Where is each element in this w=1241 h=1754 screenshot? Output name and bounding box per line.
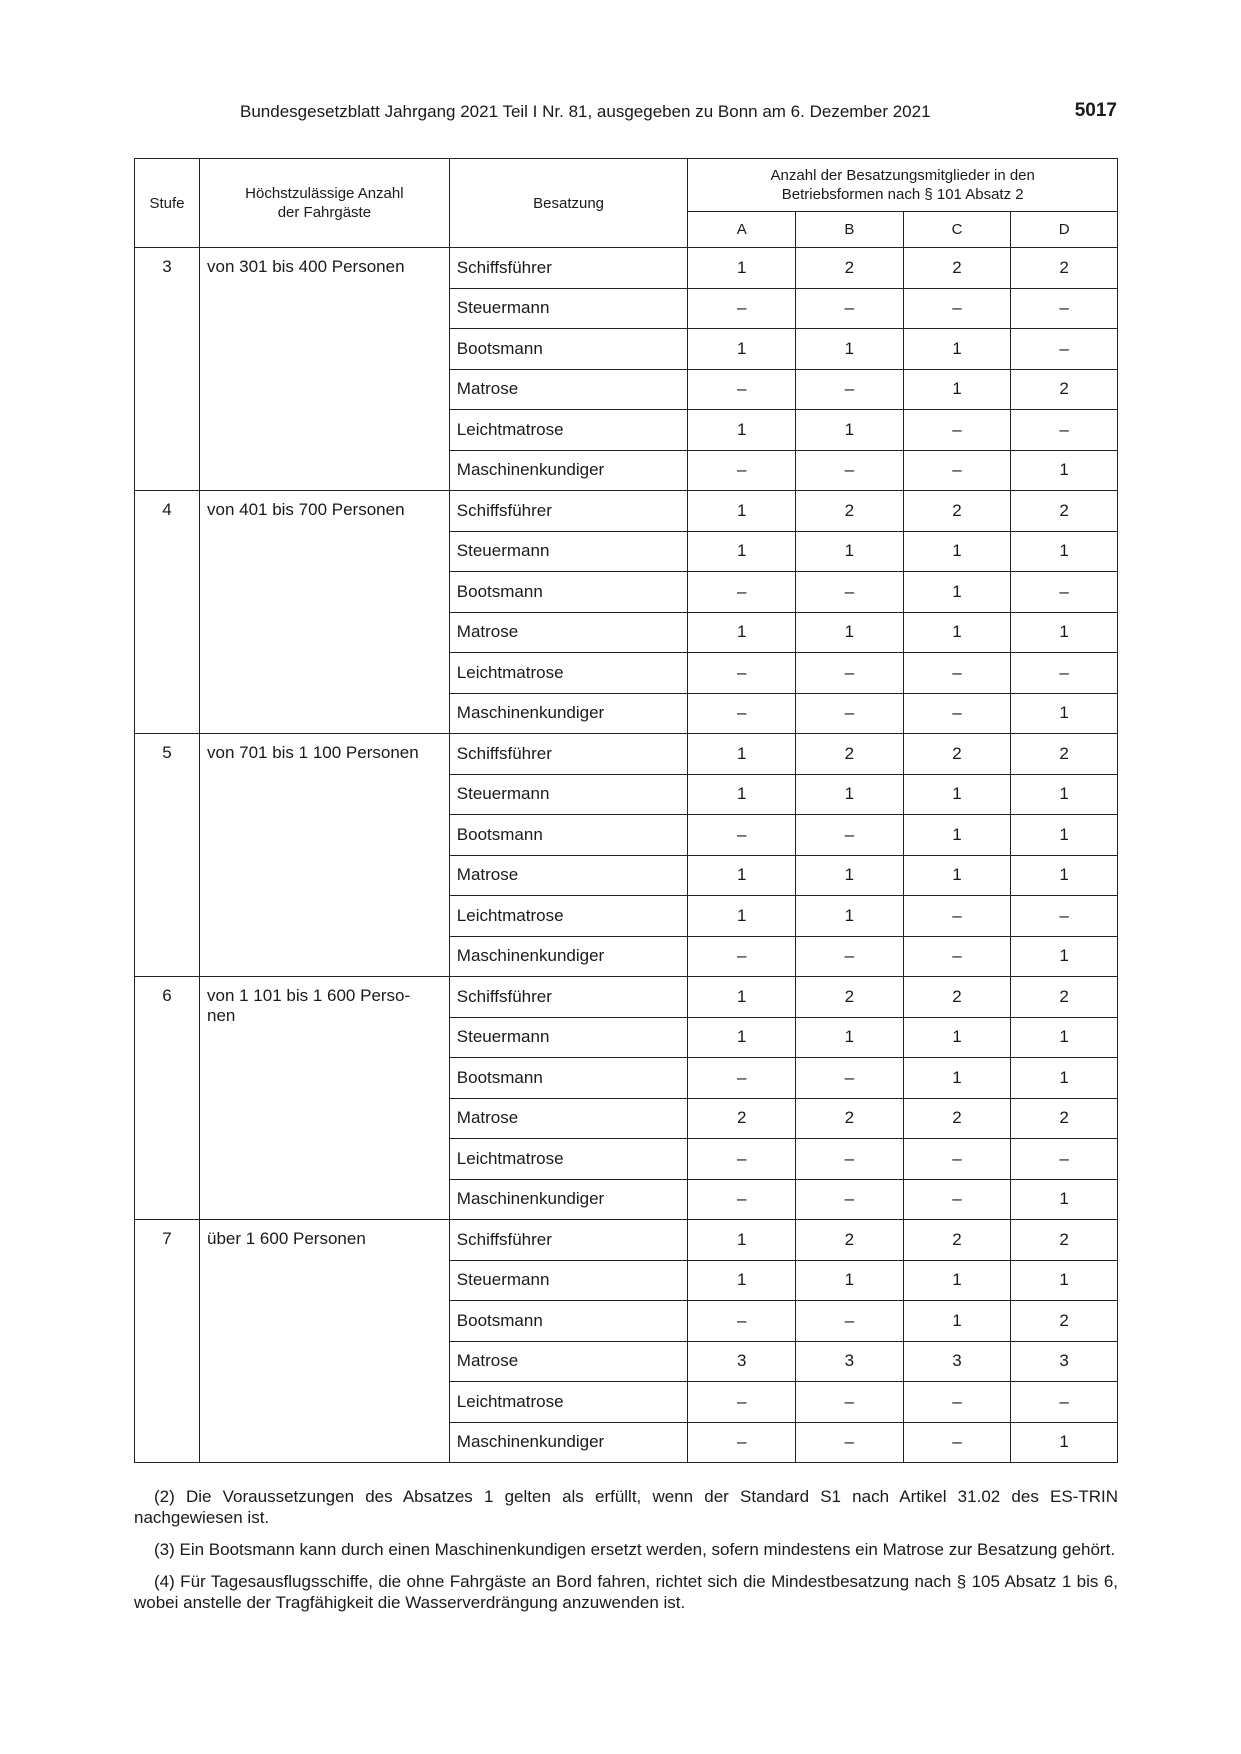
besatzung-cell: Bootsmann (449, 329, 688, 370)
besatzung-cell: Maschinenkundiger (449, 693, 688, 734)
value-cell-a: – (688, 1179, 796, 1220)
value-cell-c: – (903, 693, 1011, 734)
value-cell-a: – (688, 1382, 796, 1423)
value-cell-d: 2 (1011, 1220, 1118, 1261)
value-cell-d: 1 (1011, 1058, 1118, 1099)
stufe-cell: 3 (135, 248, 200, 491)
value-cell-c: 1 (903, 815, 1011, 856)
value-cell-b: – (796, 450, 904, 491)
value-cell-d: 1 (1011, 774, 1118, 815)
header-besatzung: Besatzung (449, 159, 688, 248)
value-cell-b: 2 (796, 1098, 904, 1139)
value-cell-d: 1 (1011, 1179, 1118, 1220)
value-cell-b: 3 (796, 1341, 904, 1382)
value-cell-b: 2 (796, 1220, 904, 1261)
value-cell-d: – (1011, 1382, 1118, 1423)
value-cell-c: – (903, 1422, 1011, 1463)
value-cell-b: – (796, 288, 904, 329)
besatzung-cell: Leichtmatrose (449, 896, 688, 937)
note-paragraph-2: (2) Die Voraussetzungen des Absatzes 1 gelten als erfüllt, wenn der Standard S1 nach Artikel 31.02 des ES-TRIN nachgewiesen ist. (134, 1487, 1118, 1527)
value-cell-d: – (1011, 410, 1118, 451)
besatzung-cell: Leichtmatrose (449, 1382, 688, 1423)
value-cell-b: 1 (796, 329, 904, 370)
value-cell-b: – (796, 1422, 904, 1463)
value-cell-a: – (688, 1139, 796, 1180)
value-cell-b: – (796, 693, 904, 734)
table-body (135, 248, 1118, 1463)
value-cell-a: 1 (688, 1220, 796, 1261)
value-cell-a: – (688, 653, 796, 694)
value-cell-d: 1 (1011, 450, 1118, 491)
besatzung-cell: Matrose (449, 1341, 688, 1382)
value-cell-b: 2 (796, 248, 904, 289)
besatzung-cell: Matrose (449, 1098, 688, 1139)
value-cell-a: 1 (688, 1017, 796, 1058)
header-col-d: D (1011, 212, 1118, 248)
value-cell-c: – (903, 896, 1011, 937)
value-cell-b: – (796, 815, 904, 856)
value-cell-a: – (688, 450, 796, 491)
note-paragraph-3: (3) Ein Bootsmann kann durch einen Maschinenkundigen ersetzt werden, sofern mindestens ein Matrose zur Besatzung gehört. (154, 1540, 1116, 1559)
value-cell-c: – (903, 450, 1011, 491)
value-cell-c: – (903, 288, 1011, 329)
page-header (134, 100, 1117, 126)
value-cell-c: 2 (903, 248, 1011, 289)
besatzung-cell: Steuermann (449, 1017, 688, 1058)
value-cell-a: – (688, 1301, 796, 1342)
stufe-cell: 5 (135, 734, 200, 977)
value-cell-c: 1 (903, 572, 1011, 613)
header-col-a: A (688, 212, 796, 248)
value-cell-d: 2 (1011, 977, 1118, 1018)
value-cell-c: 1 (903, 612, 1011, 653)
value-cell-a: 1 (688, 410, 796, 451)
value-cell-d: 1 (1011, 1422, 1118, 1463)
value-cell-c: 2 (903, 491, 1011, 532)
besatzung-cell: Schiffsführer (449, 248, 688, 289)
besatzung-cell: Steuermann (449, 774, 688, 815)
value-cell-a: – (688, 288, 796, 329)
besatzung-cell: Matrose (449, 612, 688, 653)
value-cell-b: 1 (796, 410, 904, 451)
besatzung-cell: Bootsmann (449, 815, 688, 856)
value-cell-b: 1 (796, 612, 904, 653)
fahrgaeste-cell: von 401 bis 700 Personen (199, 491, 449, 734)
value-cell-c: – (903, 1139, 1011, 1180)
fahrgaeste-cell: über 1 600 Personen (199, 1220, 449, 1463)
table-row (135, 977, 1118, 1018)
header-fahrgaeste (199, 159, 449, 248)
besatzung-cell: Schiffsführer (449, 491, 688, 532)
table-row (135, 734, 1118, 775)
value-cell-c: 1 (903, 774, 1011, 815)
value-cell-a: 1 (688, 855, 796, 896)
value-cell-c: 2 (903, 1220, 1011, 1261)
besatzung-cell: Steuermann (449, 288, 688, 329)
header-betriebsformen (688, 159, 1118, 212)
besatzung-cell: Matrose (449, 855, 688, 896)
value-cell-a: 1 (688, 1260, 796, 1301)
besatzung-cell: Leichtmatrose (449, 410, 688, 451)
value-cell-b: – (796, 572, 904, 613)
value-cell-d: 1 (1011, 936, 1118, 977)
value-cell-a: 1 (688, 491, 796, 532)
value-cell-b: 1 (796, 1260, 904, 1301)
value-cell-b: – (796, 1382, 904, 1423)
value-cell-d: 1 (1011, 815, 1118, 856)
besatzung-cell: Schiffsführer (449, 734, 688, 775)
besatzung-cell: Schiffsführer (449, 977, 688, 1018)
value-cell-a: 1 (688, 531, 796, 572)
header-stufe: Stufe (135, 159, 200, 248)
value-cell-c: 1 (903, 1058, 1011, 1099)
value-cell-b: 1 (796, 1017, 904, 1058)
value-cell-b: – (796, 936, 904, 977)
value-cell-d: 1 (1011, 1017, 1118, 1058)
value-cell-b: 1 (796, 531, 904, 572)
value-cell-d: – (1011, 329, 1118, 370)
value-cell-d: – (1011, 572, 1118, 613)
besatzung-cell: Maschinenkundiger (449, 1179, 688, 1220)
value-cell-b: 2 (796, 734, 904, 775)
besatzung-cell: Bootsmann (449, 1058, 688, 1099)
value-cell-c: 1 (903, 329, 1011, 370)
besatzung-cell: Maschinenkundiger (449, 450, 688, 491)
value-cell-a: 1 (688, 248, 796, 289)
value-cell-c: 2 (903, 1098, 1011, 1139)
value-cell-c: – (903, 1382, 1011, 1423)
value-cell-a: – (688, 1058, 796, 1099)
value-cell-a: – (688, 1422, 796, 1463)
besatzung-cell: Leichtmatrose (449, 1139, 688, 1180)
header-betriebsformen-line1: Anzahl der Besatzungsmitglieder in den (770, 167, 1035, 184)
value-cell-d: 1 (1011, 531, 1118, 572)
fahrgaeste-cell: von 1 101 bis 1 600 Perso- nen (199, 977, 449, 1220)
value-cell-d: – (1011, 288, 1118, 329)
value-cell-a: – (688, 815, 796, 856)
besatzung-cell: Leichtmatrose (449, 653, 688, 694)
notes (134, 1486, 1118, 1624)
value-cell-a: 1 (688, 612, 796, 653)
value-cell-d: 2 (1011, 491, 1118, 532)
value-cell-a: – (688, 936, 796, 977)
value-cell-b: – (796, 1058, 904, 1099)
value-cell-b: – (796, 1139, 904, 1180)
value-cell-a: 1 (688, 734, 796, 775)
value-cell-a: 1 (688, 329, 796, 370)
value-cell-d: 2 (1011, 734, 1118, 775)
stufe-cell: 6 (135, 977, 200, 1220)
value-cell-d: – (1011, 653, 1118, 694)
value-cell-d: 1 (1011, 1260, 1118, 1301)
value-cell-b: 1 (796, 774, 904, 815)
besatzung-cell: Maschinenkundiger (449, 936, 688, 977)
fahrgaeste-cell: von 301 bis 400 Personen (199, 248, 449, 491)
value-cell-b: 2 (796, 977, 904, 1018)
table-row (135, 1220, 1118, 1261)
value-cell-c: 1 (903, 1260, 1011, 1301)
value-cell-b: 1 (796, 896, 904, 937)
value-cell-c: 1 (903, 531, 1011, 572)
value-cell-a: 3 (688, 1341, 796, 1382)
value-cell-b: 2 (796, 491, 904, 532)
value-cell-d: – (1011, 896, 1118, 937)
value-cell-a: – (688, 369, 796, 410)
besatzung-cell: Matrose (449, 369, 688, 410)
value-cell-c: 1 (903, 1301, 1011, 1342)
value-cell-d: 2 (1011, 1098, 1118, 1139)
page-number: 5017 (1074, 100, 1117, 121)
value-cell-a: 1 (688, 896, 796, 937)
value-cell-a: – (688, 693, 796, 734)
value-cell-c: – (903, 936, 1011, 977)
value-cell-b: – (796, 1179, 904, 1220)
value-cell-b: – (796, 369, 904, 410)
value-cell-a: – (688, 572, 796, 613)
value-cell-c: 2 (903, 977, 1011, 1018)
table-row (135, 248, 1118, 289)
besatzung-cell: Bootsmann (449, 572, 688, 613)
value-cell-a: 1 (688, 774, 796, 815)
besatzung-cell: Schiffsführer (449, 1220, 688, 1261)
table-row (135, 491, 1118, 532)
note-paragraph-4: (4) Für Tagesausflugsschiffe, die ohne Fahrgäste an Bord fahren, richtet sich die Mindestbesatzung nach § 105 Absatz 1 bis 6, wobei anstelle der Tragfähigkeit die Wasserverdrängung anzuwenden ist. (134, 1572, 1118, 1612)
value-cell-d: 2 (1011, 248, 1118, 289)
value-cell-c: 1 (903, 855, 1011, 896)
value-cell-c: 3 (903, 1341, 1011, 1382)
header-fahrgaeste-line2: der Fahrgäste (277, 204, 372, 221)
value-cell-a: 1 (688, 977, 796, 1018)
stufe-cell: 7 (135, 1220, 200, 1463)
header-betriebsformen-line2: Betriebsformen nach § 101 Absatz 2 (781, 186, 1024, 203)
value-cell-d: – (1011, 1139, 1118, 1180)
value-cell-c: 1 (903, 369, 1011, 410)
header-fahrgaeste-line1: Höchstzulässige Anzahl (245, 185, 404, 202)
header-col-b: B (796, 212, 904, 248)
value-cell-c: 1 (903, 1017, 1011, 1058)
value-cell-c: 2 (903, 734, 1011, 775)
header-text: Bundesgesetzblatt Jahrgang 2021 Teil I Nr. 81, ausgegeben zu Bonn am 6. Dezember 2021 (240, 102, 931, 121)
value-cell-a: 2 (688, 1098, 796, 1139)
value-cell-d: 1 (1011, 855, 1118, 896)
besatzung-cell: Bootsmann (449, 1301, 688, 1342)
value-cell-d: 3 (1011, 1341, 1118, 1382)
value-cell-b: 1 (796, 855, 904, 896)
stufe-cell: 4 (135, 491, 200, 734)
table-head (135, 159, 1118, 248)
besatzung-cell: Steuermann (449, 531, 688, 572)
besatzung-cell: Steuermann (449, 1260, 688, 1301)
header-col-c: C (903, 212, 1011, 248)
value-cell-d: 1 (1011, 693, 1118, 734)
value-cell-d: 2 (1011, 1301, 1118, 1342)
crew-table (134, 158, 1118, 1463)
value-cell-d: 1 (1011, 612, 1118, 653)
value-cell-d: 2 (1011, 369, 1118, 410)
value-cell-c: – (903, 1179, 1011, 1220)
fahrgaeste-cell: von 701 bis 1 100 Personen (199, 734, 449, 977)
value-cell-c: – (903, 653, 1011, 694)
value-cell-c: – (903, 410, 1011, 451)
besatzung-cell: Maschinenkundiger (449, 1422, 688, 1463)
value-cell-b: – (796, 653, 904, 694)
value-cell-b: – (796, 1301, 904, 1342)
